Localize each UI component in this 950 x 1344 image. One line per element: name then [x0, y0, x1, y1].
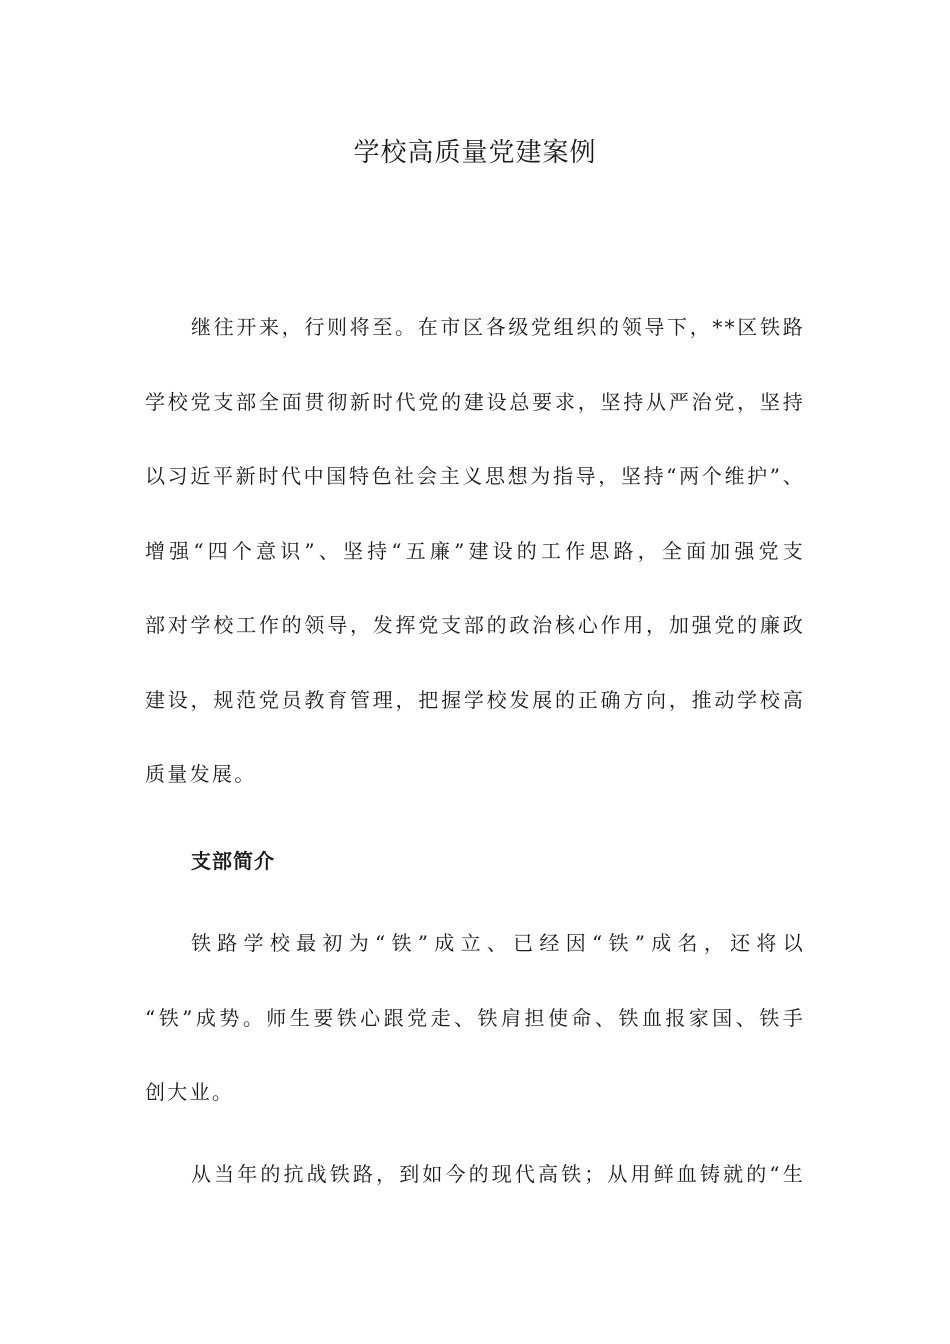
paragraph-line: 学校党支部全面贯彻新时代党的建设总要求，坚持从严治党，坚持: [145, 389, 805, 414]
paragraph-line: 质量发展。: [145, 762, 257, 786]
paragraph-line: 继往开来，行则将至。在市区各级党组织的领导下，**区铁路: [191, 315, 805, 339]
paragraph-line: 从当年的抗战铁路，到如今的现代高铁；从用鲜血铸就的“生: [191, 1162, 805, 1186]
paragraph-line: 以习近平新时代中国特色社会主义思想为指导，坚持“两个维护”、: [145, 464, 805, 488]
paragraph-line: 建设，规范党员教育管理，把握学校发展的正确方向，推动学校高: [145, 687, 805, 712]
paragraph-line: 部对学校工作的领导，发挥党支部的政治核心作用，加强党的廉政: [145, 613, 805, 637]
section-heading-block: [145, 845, 805, 920]
paragraph-line: 创大业。: [145, 1080, 235, 1104]
history-paragraph: [145, 1158, 805, 1233]
paragraph-line: 增强“四个意识”、坚持“五廉”建设的工作思路，全面加强党支: [145, 538, 805, 563]
section-heading: 支部简介: [191, 849, 275, 873]
paragraph-line: “铁”成势。师生要铁心跟党走、铁肩担使命、铁血报家国、铁手: [145, 1005, 805, 1030]
document-title: 学校高质量党建案例: [353, 138, 597, 168]
branch-intro-paragraph: [145, 927, 805, 1151]
paragraph-line: 铁路学校最初为“铁”成立、已经因“铁”成名，还将以: [191, 931, 805, 955]
intro-paragraph: [145, 311, 805, 833]
